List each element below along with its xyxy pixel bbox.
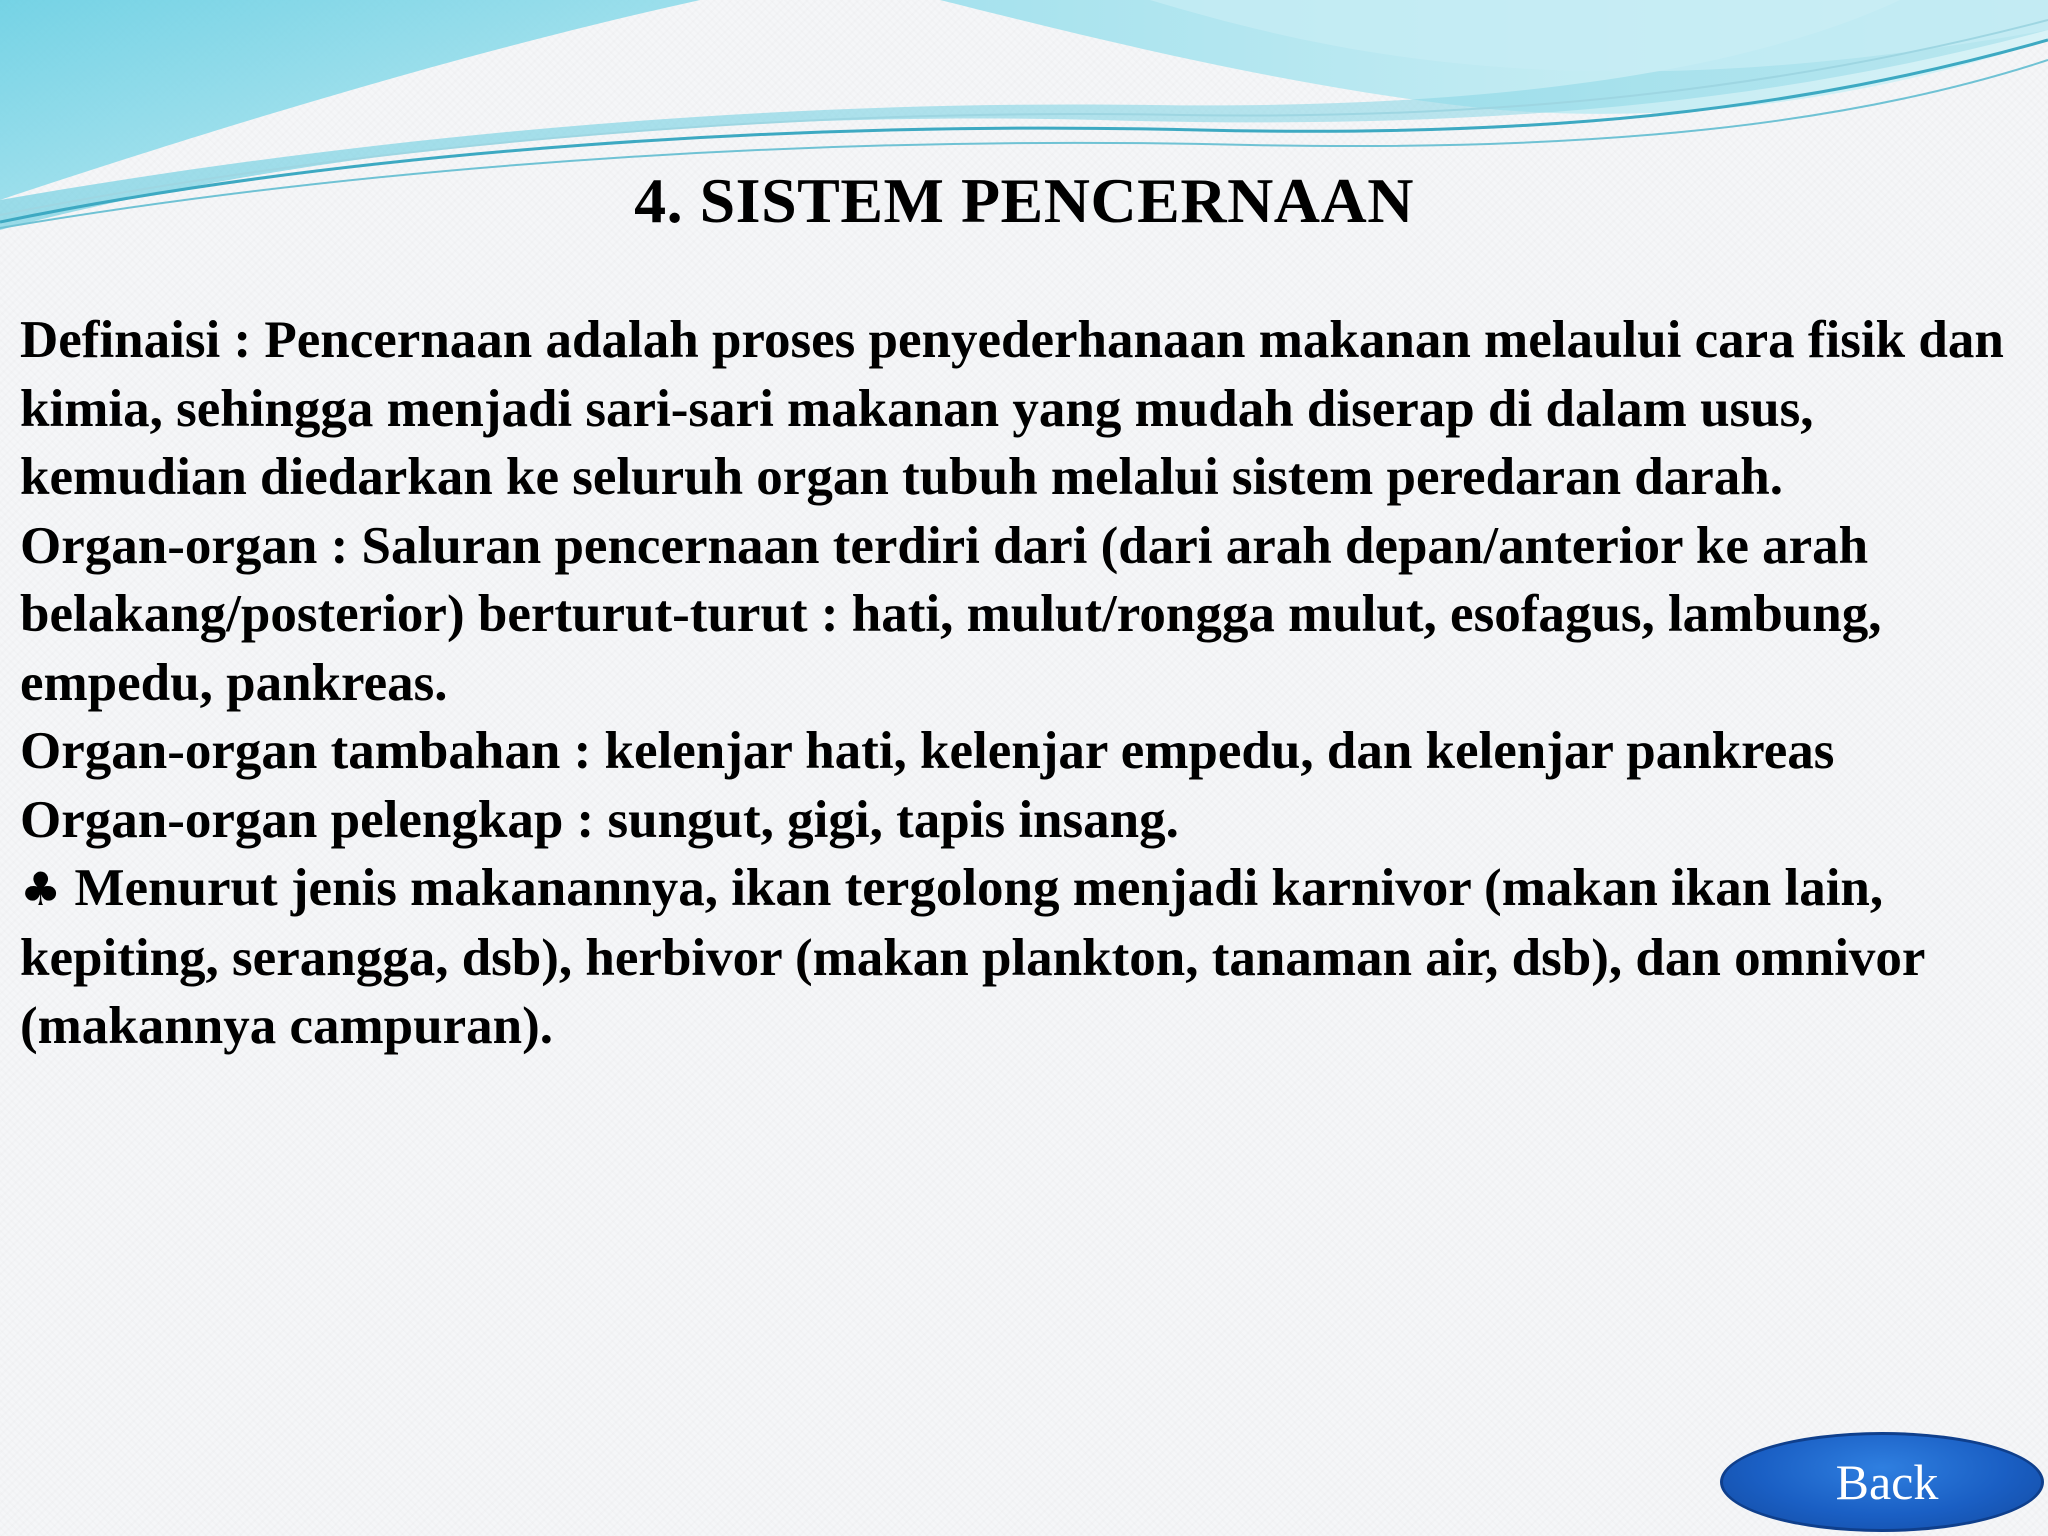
club-bullet-icon: ♣ bbox=[20, 862, 62, 916]
organs-paragraph: Organ-organ : Saluran pencernaan terdiri dari (dari arah depan/anterior ke arah belakang/posterior) berturut-turut : hati, mulut/rongga mulut, esofagus, lambung, empedu, pankreas. bbox=[20, 516, 1882, 712]
slide-title: 4. SISTEM PENCERNAAN bbox=[634, 165, 1414, 236]
complementary-organs-paragraph: Organ-organ pelengkap : sungut, gigi, tapis insang. bbox=[20, 790, 1179, 849]
back-button-label: Back bbox=[1835, 1454, 1939, 1510]
food-type-text: Menurut jenis makanannya, ikan tergolong menjadi karnivor (makan ikan lain, kepiting, serangga, dsb), herbivor (makan plankton, tanaman air, dsb), dan omnivor (makannya campuran). bbox=[20, 859, 1925, 1055]
back-button[interactable] bbox=[1720, 1432, 2044, 1532]
food-type-bullet bbox=[20, 854, 2030, 1061]
definition-paragraph: Definaisi : Pencernaan adalah proses penyederhanaan makanan melaului cara fisik dan kimia, sehingga menjadi sari-sari makanan yang mudah diserap di dalam usus, kemudian diedarkan ke seluruh organ tubuh melalui sistem peredaran darah. bbox=[20, 311, 2004, 506]
additional-organs-paragraph: Organ-organ tambahan : kelenjar hati, kelenjar empedu, dan kelenjar pankreas bbox=[20, 722, 1835, 780]
slide-body bbox=[20, 306, 2030, 1061]
